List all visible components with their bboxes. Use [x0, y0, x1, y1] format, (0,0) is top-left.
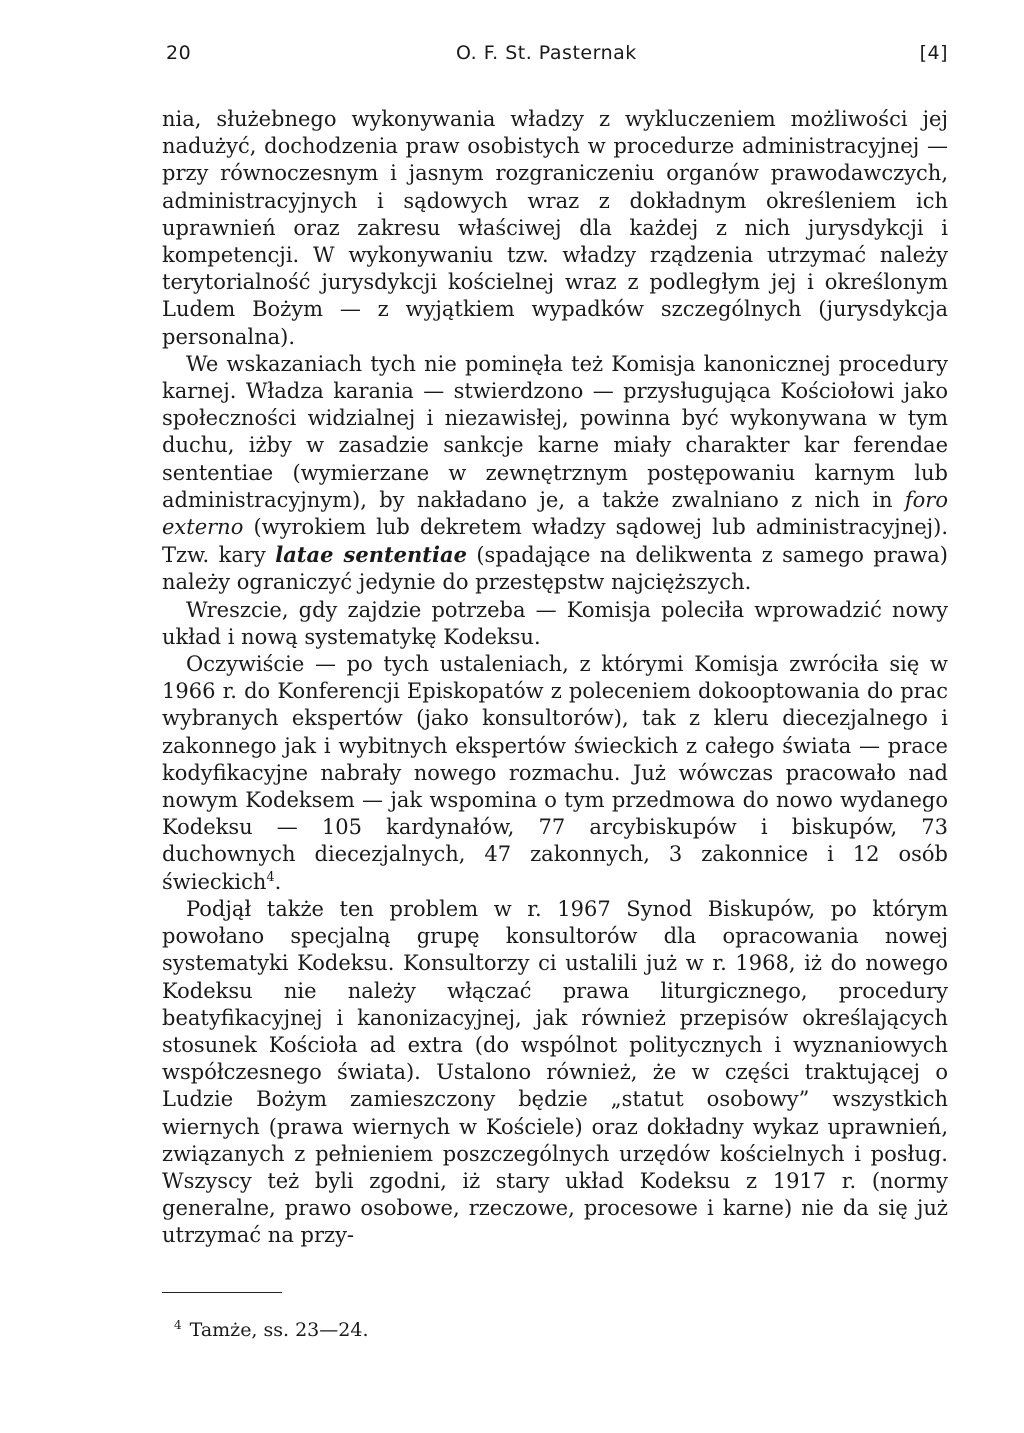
italic-text: foro externo	[162, 487, 948, 540]
text-run: nia, służebnego wykonywania władzy z wykluczeniem możliwości jej nadużyć, dochodzenia praw osobistych w procedurze administracyjnej — przy równoczesnym i jasnym rozgraniczeniu organów prawodawczych, administracyjnych i sądowych wraz z dokładnym określeniem ich uprawnień oraz zakresu właściwej dla każdej z nich jurysdykcji i kompetencji. W wykonywaniu tzw. władzy rządzenia utrzymać należy terytorialność jurysdykcji kościelnej wraz z podległym jej i określonym Ludem Bożym — z wyjątkiem wypadków szczególnych (jurysdykcja personalna).	[162, 107, 948, 349]
footnote	[174, 1318, 369, 1342]
text-run: We wskazaniach tych nie pominęła też Komisja kanonicznej procedury karnej. Władza karania — stwierdzono — przysługująca Kościołowi jako społeczności widzialnej i niezawisłej, powinna być wykonywana w tym duchu, iżby w zasadzie sankcje karne miały charakter kar ferendae sententiae (wymierzane w zewnętrznym postępowaniu karnym lub administracyjnym), by nakładano je, a także zwalniano z nich in	[162, 351, 948, 512]
paragraph	[162, 351, 948, 597]
paragraph	[162, 651, 948, 896]
page-number: 20	[166, 42, 192, 64]
footnote-reference: 4	[266, 869, 275, 885]
text-run: Wreszcie, gdy zajdzie potrzeba — Komisja poleciła wprowadzić nowy układ i nową systematykę Kodeksu.	[162, 597, 948, 649]
emphasis-bold: latae sententiae	[275, 542, 467, 568]
footnote-rule	[162, 1292, 282, 1293]
text-run: .	[274, 869, 282, 894]
text-run: (wyrokiem lub dekretem władzy sądowej lub administracyjnej). Tzw. kary	[162, 515, 948, 568]
running-title: O. F. St. Pasternak	[456, 42, 637, 64]
body-text	[162, 106, 948, 1250]
text-run: (spadające na delikwenta z samego prawa) należy ograniczyć jedynie do przestępstw najcięższych.	[162, 543, 948, 595]
section-marker: [4]	[919, 42, 948, 64]
footnote-text: Tamże, ss. 23—24.	[189, 1319, 369, 1341]
paragraph	[162, 896, 948, 1250]
text-run: Podjął także ten problem w r. 1967 Synod Biskupów, po którym powołano specjalną grupę konsultorów dla opracowania nowej systematyki Kodeksu. Konsultorzy ci ustalili już w r. 1968, iż do nowego Kodeksu nie należy włączać prawa liturgicznego, procedury beatyfikacyjnej i kanonizacyjnej, jak również przepisów określających stosunek Kościoła ad extra (do wspólnot politycznych i wyznaniowych współczesnego świata). Ustalono również, że w części traktującej o Ludzie Bożym zamieszczony będzie „statut osobowy” wszystkich wiernych (prawa wiernych w Kościele) oraz dokładny wykaz uprawnień, związanych z pełnieniem poszczególnych urzędów kościelnych i posług. Wszyscy też byli zgodni, iż stary układ Kodeksu z 1917 r. (normy generalne, prawo osobowe, rzeczowe, procesowe i karne) nie da się już utrzymać na przy-	[162, 896, 948, 1248]
paragraph	[162, 597, 948, 651]
text-run: Oczywiście — po tych ustaleniach, z którymi Komisja zwróciła się w 1966 r. do Konferencji Episkopatów z poleceniem dokooptowania do prac wybranych ekspertów (jako konsultorów), tak z kleru diecezjalnego i zakonnego jak i wybitnych ekspertów świeckich z całego świata — prace kodyfikacyjne nabrały nowego rozmachu. Już wówczas pracowało nad nowym Kodeksem — jak wspomina o tym przedmowa do nowo wydanego Kodeksu — 105 kardynałów, 77 arcybiskupów i biskupów, 73 duchownych diecezjalnych, 47 zakonnych, 3 zakonnice i 12 osób świeckich	[162, 652, 948, 894]
footnote-marker: 4	[174, 1318, 182, 1332]
paragraph	[162, 106, 948, 351]
emphasis-text	[275, 543, 467, 567]
page-header	[160, 42, 948, 72]
